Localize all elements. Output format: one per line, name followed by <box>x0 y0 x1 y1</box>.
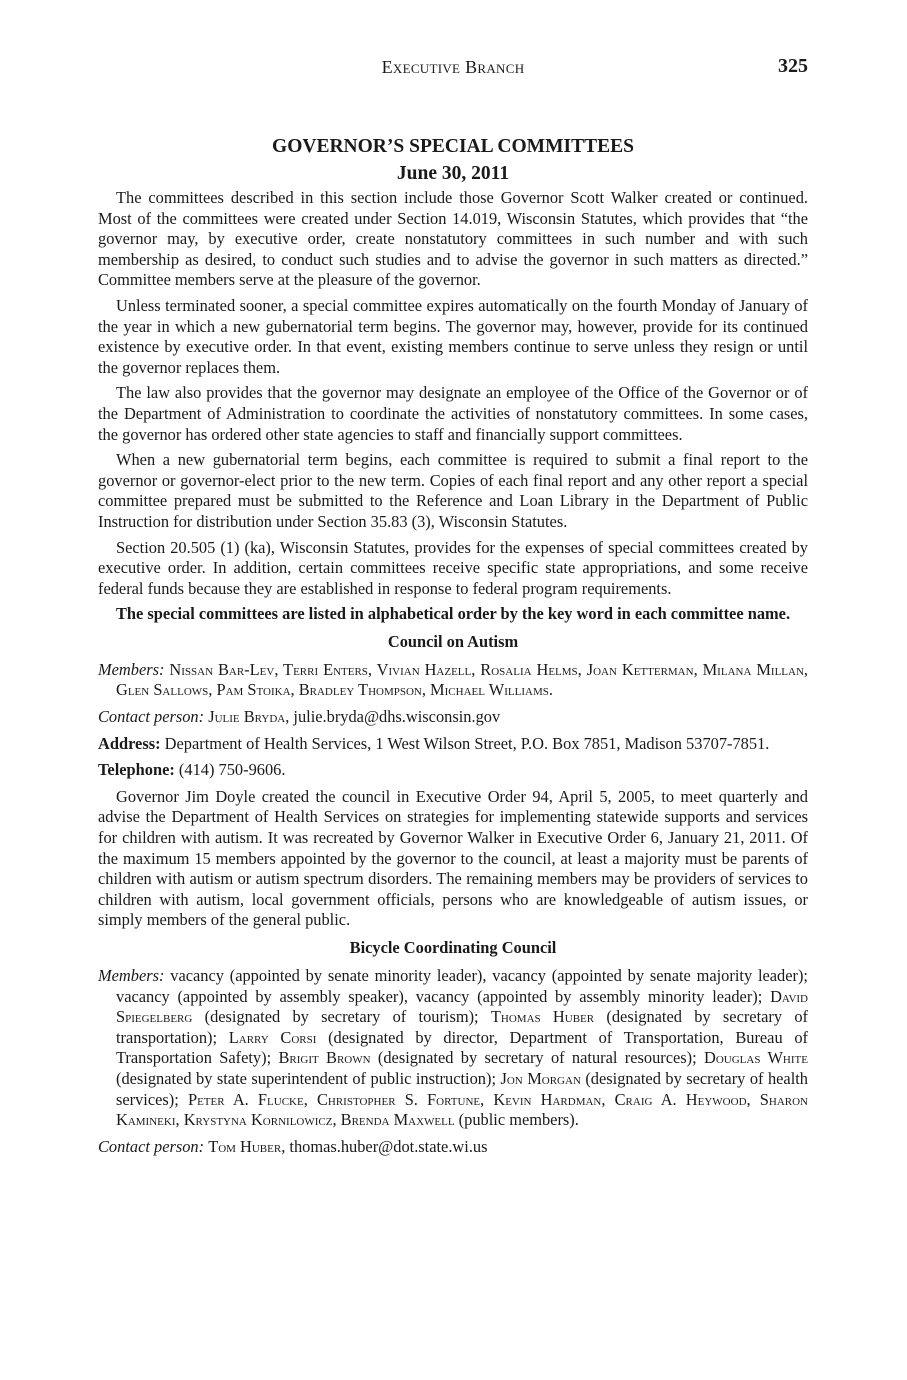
autism-address-label: Address: <box>98 733 161 753</box>
bicycle-contact-email: , thomas.huber@dot.state.wi.us <box>281 1136 488 1156</box>
running-head-title: Executive Branch <box>381 57 525 77</box>
bicycle-members-text: (designated by secretary of tourism); <box>192 1007 491 1027</box>
bicycle-members-text: (designated by state superintendent of public instruction); <box>116 1068 501 1088</box>
autism-members <box>98 660 808 701</box>
intro-paragraph-3: The law also provides that the governor may designate an employee of the Office of the Governor or of the Department of Administration to coordinate the activities of nonstatutory committees. In some cases, the governor has ordered other state agencies to staff and financially support committees. <box>98 383 808 444</box>
autism-address-value: Department of Health Services, 1 West Wilson Street, P.O. Box 7851, Madison 53707-7851. <box>164 733 770 753</box>
autism-members-label: Members: <box>98 659 165 679</box>
autism-telephone <box>98 760 808 781</box>
autism-contact-name: Julie Bryda <box>208 707 286 727</box>
autism-members-names: Nissan Bar-Lev, Terri Enters, Vivian Hazell, Rosalia Helms, Joan Ketterman, Milana Millan, Glen Sallows, Pam Stoika, Bradley Thompson, Michael Williams. <box>116 659 808 700</box>
bicycle-members-text: (designated by secretary of transportation); <box>116 1007 808 1047</box>
body-text <box>98 188 808 1163</box>
title-date: June 30, 2011 <box>396 163 510 184</box>
autism-description: Governor Jim Doyle created the council in Executive Order 94, April 5, 2005, to meet quarterly and advise the Department of Health Services on strategies for implementing statewide supports and services for children with autism. It was recreated by Governor Walker in Executive Order 6, January 21, 2011. Of the maximum 15 members appointed by the governor to the council, at least a majority must be parents of children with autism or autism spectrum disorders. The remaining members may be providers of services to children with autism, local government officials, persons who are knowledgeable of autism issues, or simply members of the general public. <box>98 786 808 930</box>
autism-contact-email: , julie.bryda@dhs.wisconsin.gov <box>285 707 501 727</box>
listing-note: The special committees are listed in alphabetical order by the key word in each committee name. <box>116 604 791 624</box>
bicycle-contact <box>98 1137 808 1158</box>
bicycle-members-text: (designated by secretary of natural resources); <box>370 1048 704 1068</box>
bicycle-contact-name: Tom Huber <box>208 1136 282 1156</box>
autism-telephone-label: Telephone: <box>98 760 175 780</box>
autism-telephone-value: (414) 750-9606. <box>178 760 286 780</box>
bicycle-public-members: Peter A. Flucke, Christopher S. Fortune, Kevin Hardman, Craig A. Heywood, Sharon Kamineki, Krystyna Kornilowicz, Brenda Maxwell <box>116 1089 808 1130</box>
autism-heading: Council on Autism <box>387 631 519 651</box>
title-line-1: GOVERNOR’S SPECIAL COMMITTEES <box>272 136 634 157</box>
bicycle-heading: Bicycle Coordinating Council <box>349 938 557 957</box>
page-title <box>98 133 808 187</box>
intro-paragraph-5: Section 20.505 (1) (ka), Wisconsin Statutes, provides for the expenses of special committees created by executive order. In addition, certain committees receive specific state appropriations, and some receive federal funds because they are established in response to federal program requirements. <box>98 537 808 598</box>
bicycle-members-label: Members: <box>98 966 165 985</box>
running-head <box>98 55 808 81</box>
autism-contact <box>98 707 808 728</box>
intro-paragraph-1: The committees described in this section include those Governor Scott Walker created or continued. Most of the committees were created under Section 14.019, Wisconsin Statutes, which provides that “the governor may, by executive order, create nonstatutory committees in such number and with such membership as desired, to conduct such studies and to advise the governor in such matters as directed.” Committee members serve at the pleasure of the governor. <box>98 188 808 290</box>
bicycle-members-text: (public members). <box>454 1110 579 1130</box>
intro-paragraph-2: Unless terminated sooner, a special committee expires automatically on the fourth Monday of January of the year in which a new gubernatorial term begins. The governor may, however, provide for its continued existence by executive order. In that event, existing members continue to serve unless they resign or until the governor replaces them. <box>98 295 808 377</box>
bicycle-contact-label: Contact person: <box>98 1136 205 1156</box>
bicycle-member-name: David Spiegelberg <box>116 986 808 1027</box>
bicycle-member-name: Brigit Brown <box>278 1048 371 1068</box>
bicycle-members-text: (designated by secretary of health services); <box>116 1068 808 1109</box>
bicycle-members-text: (designated by director, Department of Transportation, Bureau of Transportation Safety); <box>116 1027 808 1068</box>
page-number: 325 <box>778 55 808 77</box>
bicycle-member-name: Larry Corsi <box>228 1027 317 1047</box>
autism-contact-label: Contact person: <box>98 707 205 727</box>
intro-paragraph-4: When a new gubernatorial term begins, each committee is required to submit a final report to the governor or governor-elect prior to the new term. Copies of each final report and any other report a special committee prepared must be submitted to the Reference and Loan Library in the Department of Public Instruction for distribution under Section 35.83 (3), Wisconsin Statutes. <box>98 450 808 531</box>
bicycle-members-text: vacancy (appointed by senate minority leader), vacancy (appointed by senate majority leader); vacancy (appointed by assembly speaker), vacancy (appointed by assembly minority leader); <box>116 966 808 1006</box>
bicycle-member-name: Jon Morgan <box>500 1068 581 1088</box>
bicycle-members <box>98 966 808 1131</box>
autism-address <box>98 734 808 755</box>
bicycle-member-name: Thomas Huber <box>490 1007 595 1027</box>
bicycle-member-name: Douglas White <box>703 1048 808 1068</box>
